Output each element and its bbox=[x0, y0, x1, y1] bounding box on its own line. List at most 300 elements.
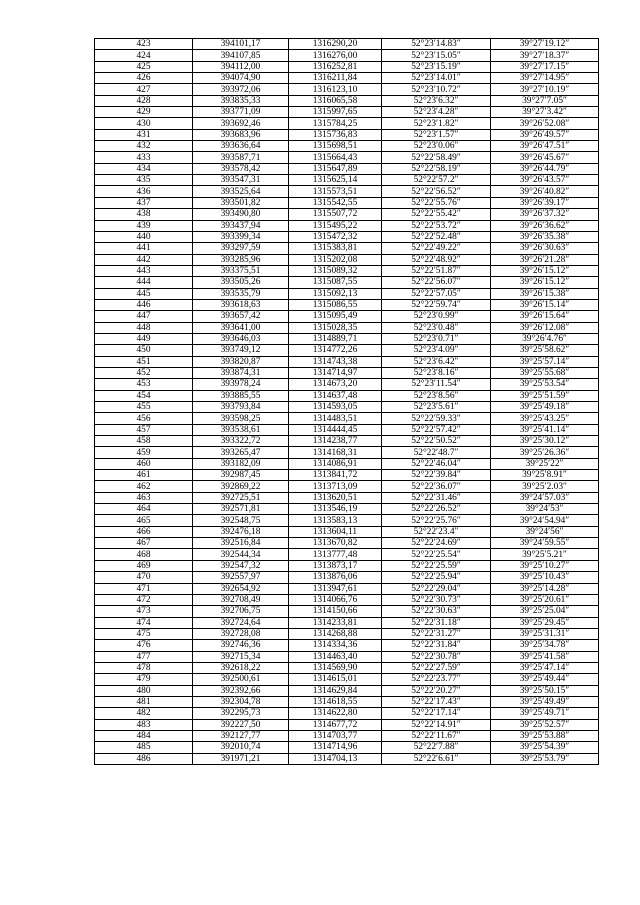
point-number-cell: 477 bbox=[95, 651, 193, 662]
point-number-cell: 479 bbox=[95, 674, 193, 685]
longitude-cell: 39°26′15.38″ bbox=[491, 288, 599, 299]
latitude-cell: 52°22′48.7″ bbox=[382, 447, 491, 458]
y-coordinate-cell: 1315573,51 bbox=[289, 186, 382, 197]
latitude-cell: 52°23′1.57″ bbox=[382, 129, 491, 140]
table-row bbox=[95, 402, 599, 413]
latitude-cell: 52°22′30.78″ bbox=[382, 651, 491, 662]
longitude-cell: 39°25′43.25″ bbox=[491, 413, 599, 424]
longitude-cell: 39°25′29.45″ bbox=[491, 617, 599, 628]
table-row bbox=[95, 277, 599, 288]
table-row bbox=[95, 526, 599, 537]
x-coordinate-cell: 393683,96 bbox=[193, 129, 289, 140]
y-coordinate-cell: 1315089,32 bbox=[289, 265, 382, 276]
x-coordinate-cell: 392618,22 bbox=[193, 662, 289, 673]
table-row bbox=[95, 685, 599, 696]
y-coordinate-cell: 1315784,25 bbox=[289, 118, 382, 129]
latitude-cell: 52°22′17.14″ bbox=[382, 708, 491, 719]
y-coordinate-cell: 1314268,88 bbox=[289, 628, 382, 639]
x-coordinate-cell: 393578,42 bbox=[193, 163, 289, 174]
point-number-cell: 450 bbox=[95, 345, 193, 356]
point-number-cell: 469 bbox=[95, 560, 193, 571]
latitude-cell: 52°23′0.71″ bbox=[382, 333, 491, 344]
longitude-cell: 39°25′31.31″ bbox=[491, 628, 599, 639]
y-coordinate-cell: 1315092,13 bbox=[289, 288, 382, 299]
table-row bbox=[95, 299, 599, 310]
longitude-cell: 39°26′39.17″ bbox=[491, 197, 599, 208]
point-number-cell: 435 bbox=[95, 175, 193, 186]
table-row bbox=[95, 708, 599, 719]
longitude-cell: 39°26′35.38″ bbox=[491, 231, 599, 242]
y-coordinate-cell: 1315087,55 bbox=[289, 277, 382, 288]
table-row bbox=[95, 662, 599, 673]
x-coordinate-cell: 393525,64 bbox=[193, 186, 289, 197]
point-number-cell: 448 bbox=[95, 322, 193, 333]
point-number-cell: 444 bbox=[95, 277, 193, 288]
y-coordinate-cell: 1314066,76 bbox=[289, 594, 382, 605]
y-coordinate-cell: 1313841,72 bbox=[289, 470, 382, 481]
x-coordinate-cell: 393636,64 bbox=[193, 141, 289, 152]
table-row bbox=[95, 322, 599, 333]
latitude-cell: 52°23′6.32″ bbox=[382, 95, 491, 106]
longitude-cell: 39°26′15.14″ bbox=[491, 299, 599, 310]
latitude-cell: 52°22′25.54″ bbox=[382, 549, 491, 560]
point-number-cell: 425 bbox=[95, 61, 193, 72]
latitude-cell: 52°22′58.49″ bbox=[382, 152, 491, 163]
point-number-cell: 427 bbox=[95, 84, 193, 95]
latitude-cell: 52°23′0.99″ bbox=[382, 311, 491, 322]
longitude-cell: 39°25′20.61″ bbox=[491, 594, 599, 605]
latitude-cell: 52°22′56.52″ bbox=[382, 186, 491, 197]
point-number-cell: 446 bbox=[95, 299, 193, 310]
x-coordinate-cell: 392728,08 bbox=[193, 628, 289, 639]
table-row bbox=[95, 424, 599, 435]
table-row bbox=[95, 288, 599, 299]
y-coordinate-cell: 1316276,00 bbox=[289, 50, 382, 61]
longitude-cell: 39°25′53.79″ bbox=[491, 753, 599, 764]
latitude-cell: 52°22′58.19″ bbox=[382, 163, 491, 174]
longitude-cell: 39°25′10.27″ bbox=[491, 560, 599, 571]
y-coordinate-cell: 1315495,22 bbox=[289, 220, 382, 231]
y-coordinate-cell: 1314714,97 bbox=[289, 367, 382, 378]
point-number-cell: 436 bbox=[95, 186, 193, 197]
point-number-cell: 470 bbox=[95, 572, 193, 583]
latitude-cell: 52°23′1.82″ bbox=[382, 118, 491, 129]
point-number-cell: 464 bbox=[95, 504, 193, 515]
latitude-cell: 52°22′7.88″ bbox=[382, 742, 491, 753]
longitude-cell: 39°27′18.37″ bbox=[491, 50, 599, 61]
coordinates-table bbox=[94, 38, 599, 765]
x-coordinate-cell: 393874,31 bbox=[193, 367, 289, 378]
y-coordinate-cell: 1314334,36 bbox=[289, 640, 382, 651]
table-row bbox=[95, 606, 599, 617]
y-coordinate-cell: 1314168,31 bbox=[289, 447, 382, 458]
longitude-cell: 39°27′7.05″ bbox=[491, 95, 599, 106]
y-coordinate-cell: 1314629,84 bbox=[289, 685, 382, 696]
latitude-cell: 52°22′57.2″ bbox=[382, 175, 491, 186]
table-row bbox=[95, 742, 599, 753]
point-number-cell: 426 bbox=[95, 73, 193, 84]
latitude-cell: 52°22′31.18″ bbox=[382, 617, 491, 628]
table-row bbox=[95, 583, 599, 594]
y-coordinate-cell: 1314569,90 bbox=[289, 662, 382, 673]
x-coordinate-cell: 393885,55 bbox=[193, 390, 289, 401]
longitude-cell: 39°24′54.94″ bbox=[491, 515, 599, 526]
longitude-cell: 39°25′47.14″ bbox=[491, 662, 599, 673]
coordinates-table-body bbox=[95, 39, 599, 765]
point-number-cell: 485 bbox=[95, 742, 193, 753]
y-coordinate-cell: 1315202,08 bbox=[289, 254, 382, 265]
latitude-cell: 52°22′49.22″ bbox=[382, 243, 491, 254]
x-coordinate-cell: 393587,71 bbox=[193, 152, 289, 163]
table-row bbox=[95, 141, 599, 152]
table-row bbox=[95, 470, 599, 481]
x-coordinate-cell: 392869,22 bbox=[193, 481, 289, 492]
x-coordinate-cell: 394074,90 bbox=[193, 73, 289, 84]
y-coordinate-cell: 1316252,81 bbox=[289, 61, 382, 72]
y-coordinate-cell: 1316123,10 bbox=[289, 84, 382, 95]
table-row bbox=[95, 163, 599, 174]
x-coordinate-cell: 392548,75 bbox=[193, 515, 289, 526]
x-coordinate-cell: 393641,00 bbox=[193, 322, 289, 333]
longitude-cell: 39°26′52.08″ bbox=[491, 118, 599, 129]
y-coordinate-cell: 1313620,51 bbox=[289, 492, 382, 503]
point-number-cell: 459 bbox=[95, 447, 193, 458]
point-number-cell: 431 bbox=[95, 129, 193, 140]
y-coordinate-cell: 1314772,26 bbox=[289, 345, 382, 356]
y-coordinate-cell: 1313670,82 bbox=[289, 538, 382, 549]
table-row bbox=[95, 231, 599, 242]
longitude-cell: 39°25′10.43″ bbox=[491, 572, 599, 583]
table-row bbox=[95, 447, 599, 458]
longitude-cell: 39°26′47.51″ bbox=[491, 141, 599, 152]
x-coordinate-cell: 393618,63 bbox=[193, 299, 289, 310]
latitude-cell: 52°22′24.69″ bbox=[382, 538, 491, 549]
latitude-cell: 52°22′51.87″ bbox=[382, 265, 491, 276]
table-row bbox=[95, 379, 599, 390]
point-number-cell: 440 bbox=[95, 231, 193, 242]
y-coordinate-cell: 1315542,55 bbox=[289, 197, 382, 208]
point-number-cell: 452 bbox=[95, 367, 193, 378]
table-row bbox=[95, 73, 599, 84]
x-coordinate-cell: 392746,36 bbox=[193, 640, 289, 651]
point-number-cell: 472 bbox=[95, 594, 193, 605]
longitude-cell: 39°27′19.12″ bbox=[491, 39, 599, 50]
point-number-cell: 473 bbox=[95, 606, 193, 617]
y-coordinate-cell: 1313604,11 bbox=[289, 526, 382, 537]
longitude-cell: 39°27′3.42″ bbox=[491, 107, 599, 118]
x-coordinate-cell: 393505,26 bbox=[193, 277, 289, 288]
latitude-cell: 52°22′46.04″ bbox=[382, 458, 491, 469]
x-coordinate-cell: 392715,34 bbox=[193, 651, 289, 662]
table-row bbox=[95, 628, 599, 639]
point-number-cell: 486 bbox=[95, 753, 193, 764]
point-number-cell: 429 bbox=[95, 107, 193, 118]
y-coordinate-cell: 1313876,06 bbox=[289, 572, 382, 583]
latitude-cell: 52°22′36.07″ bbox=[382, 481, 491, 492]
y-coordinate-cell: 1314743,38 bbox=[289, 356, 382, 367]
longitude-cell: 39°26′49.57″ bbox=[491, 129, 599, 140]
table-row bbox=[95, 549, 599, 560]
point-number-cell: 460 bbox=[95, 458, 193, 469]
latitude-cell: 52°22′48.92″ bbox=[382, 254, 491, 265]
table-row bbox=[95, 311, 599, 322]
longitude-cell: 39°26′37.32″ bbox=[491, 209, 599, 220]
point-number-cell: 453 bbox=[95, 379, 193, 390]
longitude-cell: 39°26′44.79″ bbox=[491, 163, 599, 174]
point-number-cell: 474 bbox=[95, 617, 193, 628]
x-coordinate-cell: 394112,00 bbox=[193, 61, 289, 72]
point-number-cell: 447 bbox=[95, 311, 193, 322]
latitude-cell: 52°22′31.27″ bbox=[382, 628, 491, 639]
longitude-cell: 39°27′17.15″ bbox=[491, 61, 599, 72]
y-coordinate-cell: 1314677,72 bbox=[289, 719, 382, 730]
x-coordinate-cell: 393437,94 bbox=[193, 220, 289, 231]
longitude-cell: 39°26′21.28″ bbox=[491, 254, 599, 265]
latitude-cell: 52°23′6.42″ bbox=[382, 356, 491, 367]
latitude-cell: 52°22′55.42″ bbox=[382, 209, 491, 220]
x-coordinate-cell: 393538,61 bbox=[193, 424, 289, 435]
x-coordinate-cell: 392706,75 bbox=[193, 606, 289, 617]
point-number-cell: 455 bbox=[95, 402, 193, 413]
table-row bbox=[95, 107, 599, 118]
y-coordinate-cell: 1314618,55 bbox=[289, 696, 382, 707]
latitude-cell: 52°22′17.43″ bbox=[382, 696, 491, 707]
y-coordinate-cell: 1314238,77 bbox=[289, 436, 382, 447]
y-coordinate-cell: 1316211,84 bbox=[289, 73, 382, 84]
table-row bbox=[95, 413, 599, 424]
point-number-cell: 430 bbox=[95, 118, 193, 129]
longitude-cell: 39°25′49.18″ bbox=[491, 402, 599, 413]
longitude-cell: 39°25′52.57″ bbox=[491, 719, 599, 730]
x-coordinate-cell: 391971,21 bbox=[193, 753, 289, 764]
y-coordinate-cell: 1315625,14 bbox=[289, 175, 382, 186]
latitude-cell: 52°22′25.59″ bbox=[382, 560, 491, 571]
point-number-cell: 432 bbox=[95, 141, 193, 152]
table-row bbox=[95, 504, 599, 515]
y-coordinate-cell: 1314637,48 bbox=[289, 390, 382, 401]
x-coordinate-cell: 392571,81 bbox=[193, 504, 289, 515]
y-coordinate-cell: 1315997,65 bbox=[289, 107, 382, 118]
table-row bbox=[95, 50, 599, 61]
latitude-cell: 52°22′59.33″ bbox=[382, 413, 491, 424]
y-coordinate-cell: 1316065,58 bbox=[289, 95, 382, 106]
table-row bbox=[95, 39, 599, 50]
x-coordinate-cell: 393835,33 bbox=[193, 95, 289, 106]
x-coordinate-cell: 394101,17 bbox=[193, 39, 289, 50]
latitude-cell: 52°23′4.09″ bbox=[382, 345, 491, 356]
point-number-cell: 428 bbox=[95, 95, 193, 106]
x-coordinate-cell: 393285,96 bbox=[193, 254, 289, 265]
table-row bbox=[95, 356, 599, 367]
table-row bbox=[95, 640, 599, 651]
latitude-cell: 52°23′4.28″ bbox=[382, 107, 491, 118]
longitude-cell: 39°26′36.62″ bbox=[491, 220, 599, 231]
x-coordinate-cell: 393771,09 bbox=[193, 107, 289, 118]
longitude-cell: 39°27′14.95″ bbox=[491, 73, 599, 84]
y-coordinate-cell: 1314233,81 bbox=[289, 617, 382, 628]
longitude-cell: 39°26′4.76″ bbox=[491, 333, 599, 344]
latitude-cell: 52°23′14.83″ bbox=[382, 39, 491, 50]
table-row bbox=[95, 61, 599, 72]
longitude-cell: 39°26′45.67″ bbox=[491, 152, 599, 163]
point-number-cell: 456 bbox=[95, 413, 193, 424]
x-coordinate-cell: 393375,51 bbox=[193, 265, 289, 276]
table-row bbox=[95, 458, 599, 469]
longitude-cell: 39°24′53″ bbox=[491, 504, 599, 515]
table-row bbox=[95, 753, 599, 764]
latitude-cell: 52°22′23.77″ bbox=[382, 674, 491, 685]
latitude-cell: 52°22′30.73″ bbox=[382, 594, 491, 605]
longitude-cell: 39°25′55.68″ bbox=[491, 367, 599, 378]
table-row bbox=[95, 696, 599, 707]
latitude-cell: 52°22′25.94″ bbox=[382, 572, 491, 583]
point-number-cell: 478 bbox=[95, 662, 193, 673]
longitude-cell: 39°24′57.03″ bbox=[491, 492, 599, 503]
x-coordinate-cell: 393399,34 bbox=[193, 231, 289, 242]
y-coordinate-cell: 1314622,80 bbox=[289, 708, 382, 719]
x-coordinate-cell: 392544,34 bbox=[193, 549, 289, 560]
longitude-cell: 39°26′43.57″ bbox=[491, 175, 599, 186]
longitude-cell: 39°26′15.12″ bbox=[491, 265, 599, 276]
table-row bbox=[95, 186, 599, 197]
longitude-cell: 39°25′54.39″ bbox=[491, 742, 599, 753]
y-coordinate-cell: 1315028,35 bbox=[289, 322, 382, 333]
x-coordinate-cell: 393501,82 bbox=[193, 197, 289, 208]
point-number-cell: 476 bbox=[95, 640, 193, 651]
table-row bbox=[95, 730, 599, 741]
point-number-cell: 434 bbox=[95, 163, 193, 174]
latitude-cell: 52°23′14.01″ bbox=[382, 73, 491, 84]
x-coordinate-cell: 393297,59 bbox=[193, 243, 289, 254]
longitude-cell: 39°25′14.28″ bbox=[491, 583, 599, 594]
point-number-cell: 483 bbox=[95, 719, 193, 730]
x-coordinate-cell: 393598,25 bbox=[193, 413, 289, 424]
table-row bbox=[95, 492, 599, 503]
y-coordinate-cell: 1313546,19 bbox=[289, 504, 382, 515]
x-coordinate-cell: 392010,74 bbox=[193, 742, 289, 753]
x-coordinate-cell: 393820,87 bbox=[193, 356, 289, 367]
y-coordinate-cell: 1313947,61 bbox=[289, 583, 382, 594]
table-row bbox=[95, 345, 599, 356]
latitude-cell: 52°22′57.42″ bbox=[382, 424, 491, 435]
point-number-cell: 424 bbox=[95, 50, 193, 61]
longitude-cell: 39°25′49.44″ bbox=[491, 674, 599, 685]
latitude-cell: 52°22′56.07″ bbox=[382, 277, 491, 288]
latitude-cell: 52°22′27.59″ bbox=[382, 662, 491, 673]
y-coordinate-cell: 1313583,13 bbox=[289, 515, 382, 526]
latitude-cell: 52°22′59.74″ bbox=[382, 299, 491, 310]
y-coordinate-cell: 1315647,89 bbox=[289, 163, 382, 174]
y-coordinate-cell: 1314673,20 bbox=[289, 379, 382, 390]
table-row bbox=[95, 515, 599, 526]
longitude-cell: 39°24′59.55″ bbox=[491, 538, 599, 549]
table-row bbox=[95, 572, 599, 583]
x-coordinate-cell: 392392,66 bbox=[193, 685, 289, 696]
longitude-cell: 39°25′30.12″ bbox=[491, 436, 599, 447]
latitude-cell: 52°22′52.48″ bbox=[382, 231, 491, 242]
latitude-cell: 52°22′53.72″ bbox=[382, 220, 491, 231]
longitude-cell: 39°25′41.14″ bbox=[491, 424, 599, 435]
latitude-cell: 52°22′30.63″ bbox=[382, 606, 491, 617]
point-number-cell: 449 bbox=[95, 333, 193, 344]
point-number-cell: 475 bbox=[95, 628, 193, 639]
table-row bbox=[95, 95, 599, 106]
latitude-cell: 52°23′15.19″ bbox=[382, 61, 491, 72]
x-coordinate-cell: 392227,50 bbox=[193, 719, 289, 730]
latitude-cell: 52°22′11.67″ bbox=[382, 730, 491, 741]
latitude-cell: 52°22′55.76″ bbox=[382, 197, 491, 208]
x-coordinate-cell: 392708,49 bbox=[193, 594, 289, 605]
longitude-cell: 39°25′58.62″ bbox=[491, 345, 599, 356]
table-row bbox=[95, 617, 599, 628]
table-row bbox=[95, 367, 599, 378]
longitude-cell: 39°24′56″ bbox=[491, 526, 599, 537]
x-coordinate-cell: 392304,78 bbox=[193, 696, 289, 707]
longitude-cell: 39°25′49.49″ bbox=[491, 696, 599, 707]
y-coordinate-cell: 1314086,91 bbox=[289, 458, 382, 469]
x-coordinate-cell: 393322,72 bbox=[193, 436, 289, 447]
table-row bbox=[95, 84, 599, 95]
x-coordinate-cell: 392724,64 bbox=[193, 617, 289, 628]
longitude-cell: 39°27′10.19″ bbox=[491, 84, 599, 95]
latitude-cell: 52°22′14.91″ bbox=[382, 719, 491, 730]
y-coordinate-cell: 1314615,01 bbox=[289, 674, 382, 685]
x-coordinate-cell: 392516,84 bbox=[193, 538, 289, 549]
y-coordinate-cell: 1314703,77 bbox=[289, 730, 382, 741]
point-number-cell: 439 bbox=[95, 220, 193, 231]
point-number-cell: 481 bbox=[95, 696, 193, 707]
y-coordinate-cell: 1315472,32 bbox=[289, 231, 382, 242]
point-number-cell: 462 bbox=[95, 481, 193, 492]
latitude-cell: 52°22′26.52″ bbox=[382, 504, 491, 515]
x-coordinate-cell: 393490,80 bbox=[193, 209, 289, 220]
latitude-cell: 52°22′50.52″ bbox=[382, 436, 491, 447]
longitude-cell: 39°25′41.58″ bbox=[491, 651, 599, 662]
longitude-cell: 39°26′40.82″ bbox=[491, 186, 599, 197]
table-row bbox=[95, 719, 599, 730]
latitude-cell: 52°23′8.56″ bbox=[382, 390, 491, 401]
x-coordinate-cell: 393793,84 bbox=[193, 402, 289, 413]
table-row bbox=[95, 209, 599, 220]
latitude-cell: 52°23′5.61″ bbox=[382, 402, 491, 413]
y-coordinate-cell: 1315086,55 bbox=[289, 299, 382, 310]
y-coordinate-cell: 1314463,40 bbox=[289, 651, 382, 662]
y-coordinate-cell: 1315664,43 bbox=[289, 152, 382, 163]
x-coordinate-cell: 393978,24 bbox=[193, 379, 289, 390]
longitude-cell: 39°26′15.12″ bbox=[491, 277, 599, 288]
latitude-cell: 52°23′11.54″ bbox=[382, 379, 491, 390]
x-coordinate-cell: 393547,31 bbox=[193, 175, 289, 186]
longitude-cell: 39°25′5.21″ bbox=[491, 549, 599, 560]
table-row bbox=[95, 538, 599, 549]
latitude-cell: 52°23′10.72″ bbox=[382, 84, 491, 95]
longitude-cell: 39°26′15.64″ bbox=[491, 311, 599, 322]
longitude-cell: 39°25′51.59″ bbox=[491, 390, 599, 401]
x-coordinate-cell: 393657,42 bbox=[193, 311, 289, 322]
x-coordinate-cell: 392295,73 bbox=[193, 708, 289, 719]
table-row bbox=[95, 197, 599, 208]
x-coordinate-cell: 393972,06 bbox=[193, 84, 289, 95]
table-row bbox=[95, 254, 599, 265]
latitude-cell: 52°22′39.84″ bbox=[382, 470, 491, 481]
table-row bbox=[95, 333, 599, 344]
point-number-cell: 463 bbox=[95, 492, 193, 503]
table-row bbox=[95, 674, 599, 685]
y-coordinate-cell: 1314714,96 bbox=[289, 742, 382, 753]
latitude-cell: 52°23′0.06″ bbox=[382, 141, 491, 152]
x-coordinate-cell: 392725,51 bbox=[193, 492, 289, 503]
x-coordinate-cell: 392500,61 bbox=[193, 674, 289, 685]
